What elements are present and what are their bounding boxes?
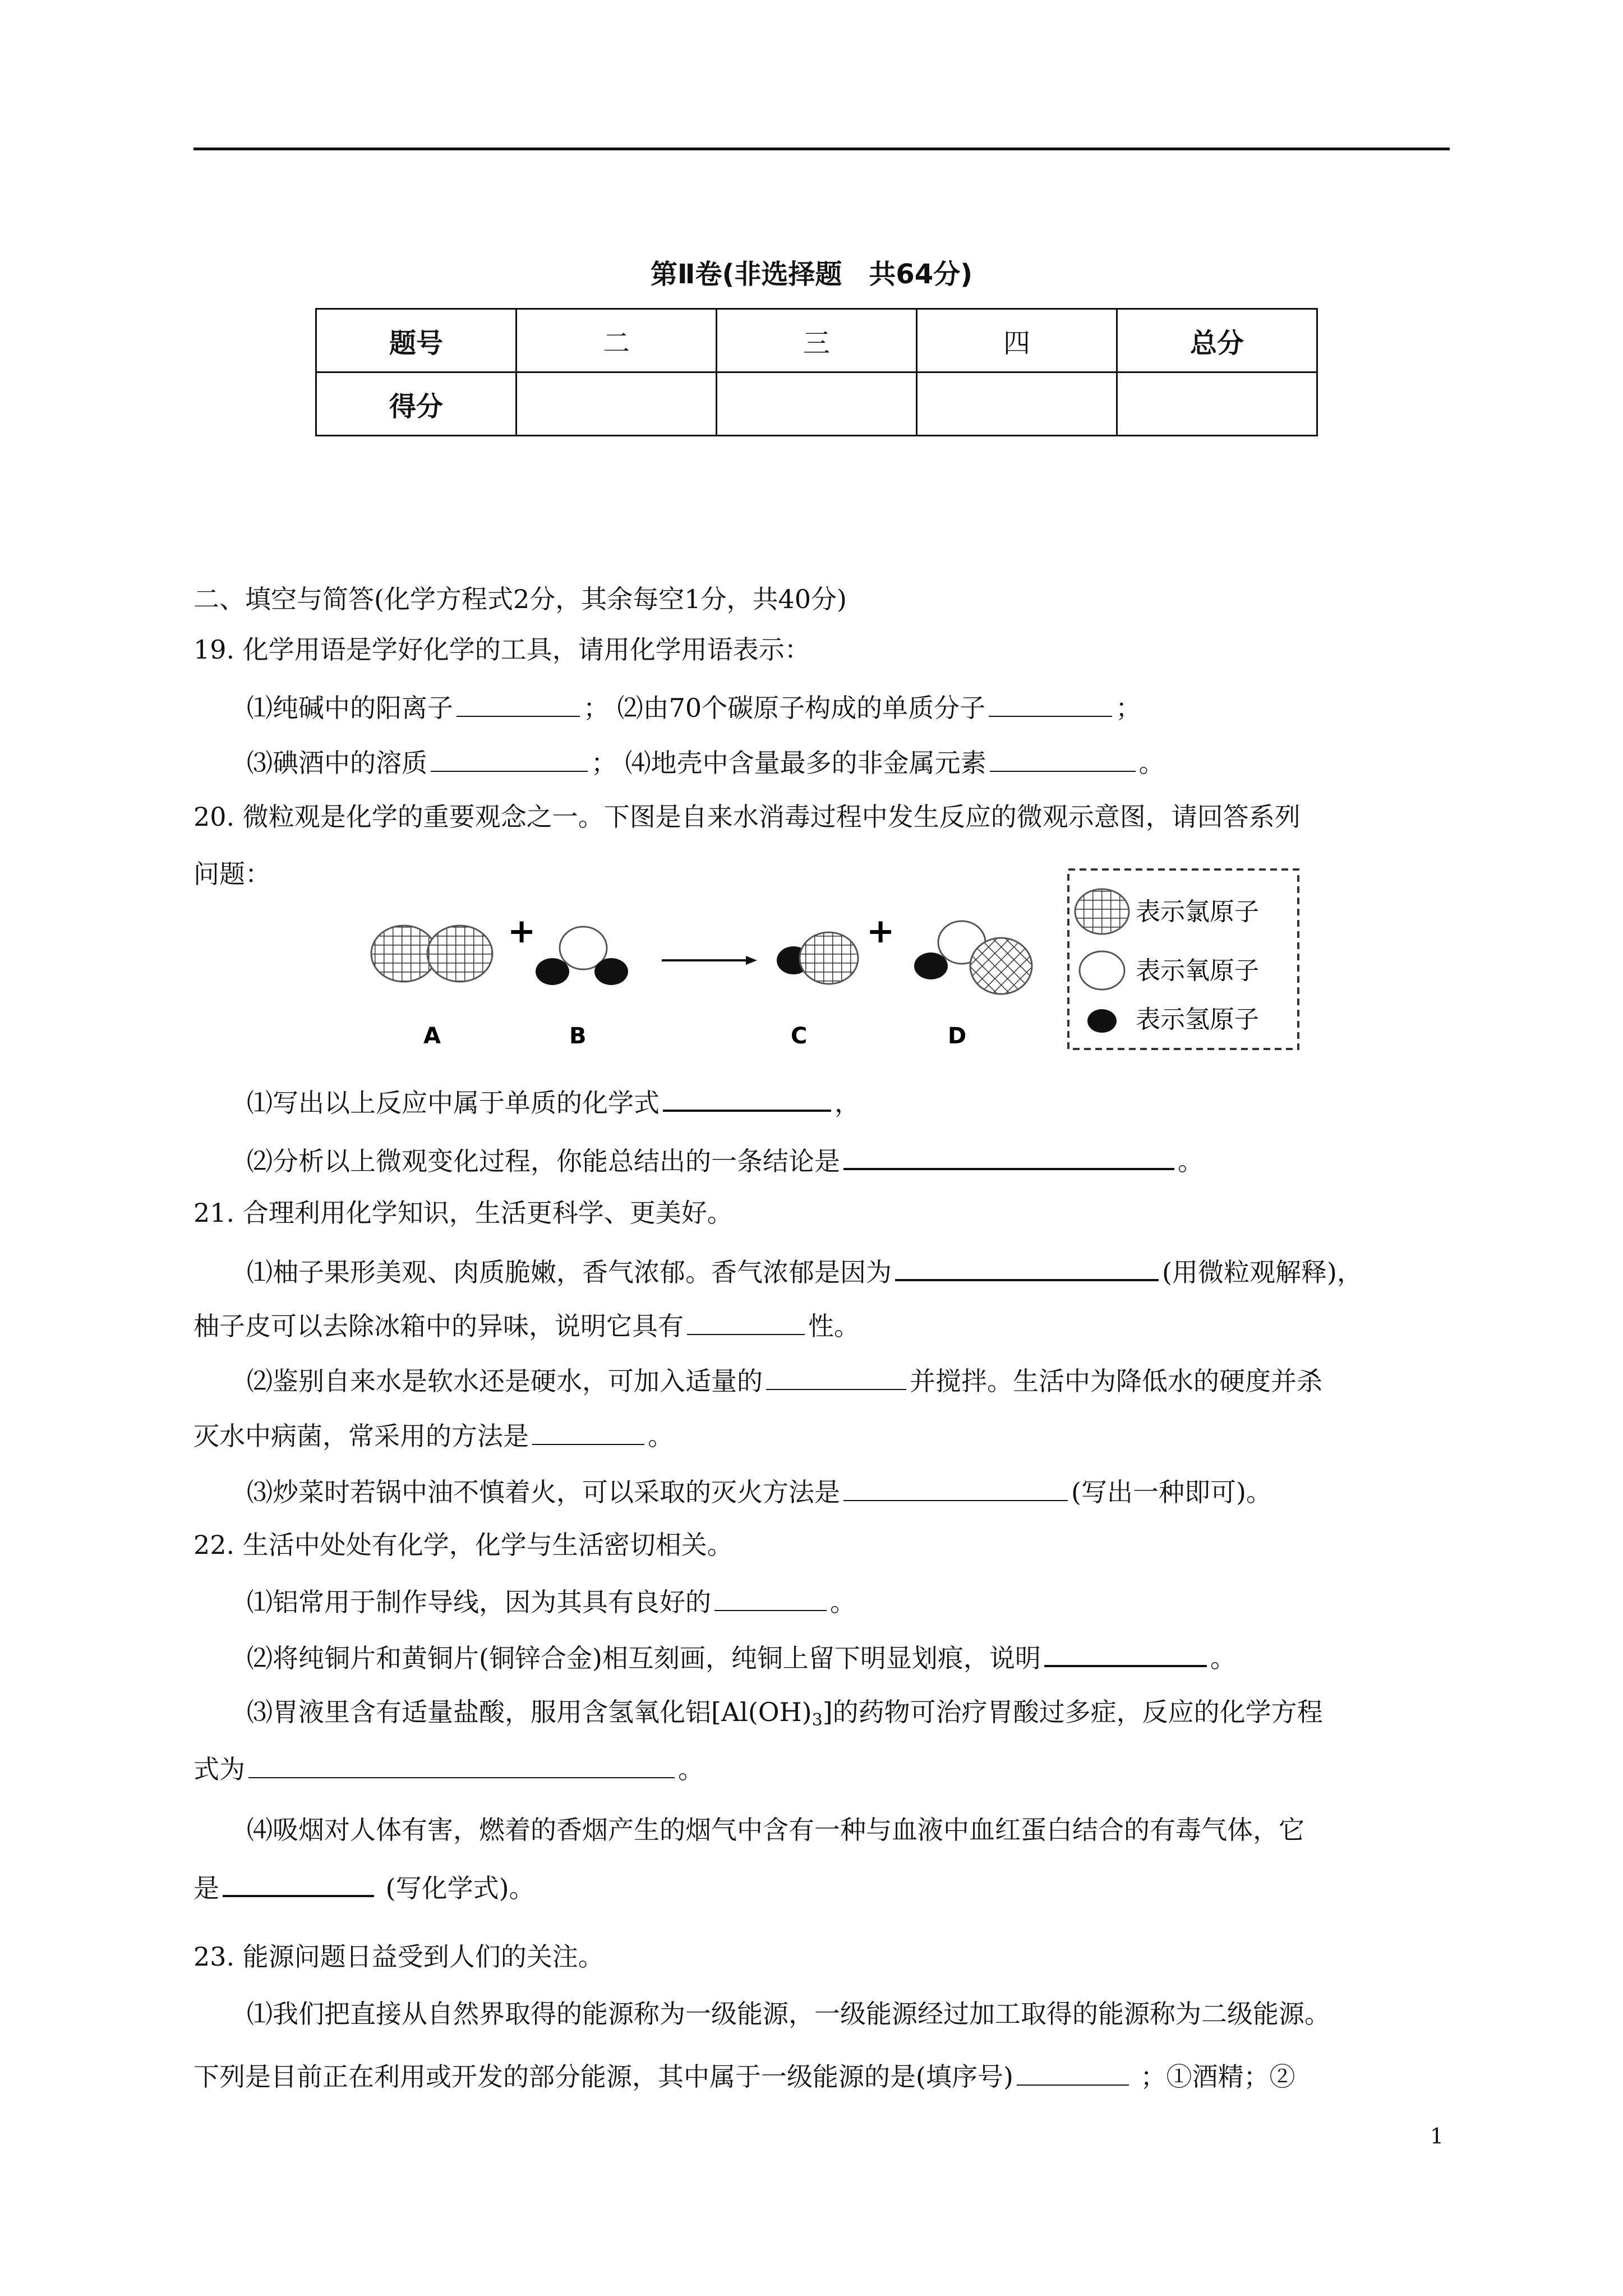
q20-line2-end: 。 (1178, 1146, 1204, 1176)
q21-line5 (247, 1473, 1272, 1509)
q20-part2-text: ⑵分析以上微观变化过程，你能总结出的一条结论是 (247, 1146, 840, 1176)
q20-stem-2: 问题： (193, 859, 271, 889)
q22-part3-text-b: ]的药物可治疗胃酸过多症，反应的化学方程 (822, 1697, 1323, 1727)
page-number: 1 (1430, 2124, 1444, 2148)
q21-blank-5[interactable] (843, 1473, 1068, 1501)
q22-line2 (247, 1638, 1236, 1675)
legend-hydrogen: 表示氢原子 (1136, 1005, 1259, 1034)
score-header-cell: 总分 (1117, 309, 1317, 372)
q22-line1 (247, 1583, 856, 1619)
q20-part1-text: ⑴写出以上反应中属于单质的化学式 (247, 1088, 660, 1118)
q22-part4-note: (写化学式)。 (377, 1873, 535, 1903)
header-rule (193, 148, 1450, 150)
q22-part1-text: ⑴铝常用于制作导线，因为其具有良好的 (247, 1587, 711, 1617)
legend-box (1068, 869, 1298, 1049)
q22-line4-end: 。 (678, 1754, 704, 1784)
q22-line3 (247, 1695, 1323, 1737)
reaction-diagram (348, 864, 1301, 1060)
q19-line1-end: ； (1115, 693, 1142, 723)
q19-part3-text: ⑶碘酒中的溶质 (247, 748, 427, 778)
q21-line3 (247, 1362, 1322, 1398)
q21-line2 (193, 1307, 860, 1343)
q21-blank-1[interactable] (895, 1252, 1159, 1281)
q22-blank-4[interactable] (223, 1868, 374, 1897)
q23-stem: 23. 能源问题日益受到人们的关注。 (193, 1941, 604, 1972)
q19-line2 (247, 744, 1165, 780)
q22-line6 (193, 1868, 535, 1905)
q19-blank-4[interactable] (990, 744, 1136, 772)
q21-line1 (247, 1252, 1363, 1289)
score-table (315, 308, 1318, 436)
q19-blank-3[interactable] (431, 744, 588, 772)
q19-part4-text: ； ⑷地壳中含量最多的非金属元素 (591, 748, 986, 778)
section-title: 第Ⅱ卷(非选择题 共64分) (650, 259, 973, 290)
q19-part2-text: ； ⑵由70个碳原子构成的单质分子 (583, 693, 986, 723)
plus-sign: + (866, 912, 895, 951)
q22-line4 (193, 1750, 704, 1786)
label-c: C (791, 1023, 808, 1049)
q23-line2 (193, 2058, 1295, 2093)
score-header-cell: 二 (517, 309, 717, 372)
label-a: A (423, 1023, 441, 1049)
q21-stem: 21. 合理利用化学知识，生活更科学、更美好。 (193, 1198, 733, 1228)
molecule-a (371, 926, 492, 982)
q21-part1-text-b: 柚子皮可以去除冰箱中的异味，说明它具有 (193, 1311, 684, 1341)
plus-sign: + (508, 912, 536, 951)
q19-blank-2[interactable] (989, 689, 1112, 717)
q23-blank-1[interactable] (1017, 2058, 1129, 2086)
q21-line2-end: 性。 (808, 1311, 860, 1341)
score-header-cell: 四 (917, 309, 1117, 372)
q21-part2-text-b: 并搅拌。生活中为降低水的硬度并杀 (910, 1366, 1322, 1396)
score-cell[interactable] (717, 372, 917, 436)
molecule-c (777, 932, 858, 984)
q22-line2-end: 。 (1210, 1643, 1236, 1673)
q22-stem: 22. 生活中处处有化学，化学与生活密切相关。 (193, 1530, 733, 1560)
q22-part3-text-c: 式为 (193, 1754, 245, 1784)
q21-blank-2[interactable] (687, 1307, 805, 1335)
q22-blank-2[interactable] (1044, 1638, 1207, 1667)
legend-chlorine: 表示氯原子 (1136, 898, 1259, 926)
score-cell[interactable] (1117, 372, 1317, 436)
score-row-label: 得分 (316, 372, 517, 436)
molecule-b (536, 927, 628, 985)
q22-subscript: 3 (811, 1710, 823, 1730)
q22-line5: ⑷吸烟对人体有害，燃着的香烟产生的烟气中含有一种与血液中血红蛋白结合的有毒气体，它 (247, 1815, 1304, 1845)
q22-part4-text-b: 是 (193, 1873, 219, 1903)
q23-line1: ⑴我们把直接从自然界取得的能源称为一级能源，一级能源经过加工取得的能源称为二级能源。 (247, 1999, 1330, 2029)
label-d: D (948, 1023, 967, 1049)
q20-blank-2[interactable] (843, 1141, 1174, 1170)
q21-line4-end: 。 (648, 1421, 674, 1451)
q21-part3-text: ⑶炒菜时若锅中油不慎着火，可以采取的灭火方法是 (247, 1477, 840, 1507)
q22-part3-text: ⑶胃液里含有适量盐酸，服用含氢氧化铝[Al(OH) (247, 1697, 812, 1727)
q23-line2-end: ；①酒精；② (1132, 2062, 1295, 2092)
q20-blank-1[interactable] (663, 1083, 831, 1112)
label-b: B (569, 1023, 587, 1049)
q23-part1-text: 下列是目前正在利用或开发的部分能源，其中属于一级能源的是(填序号) (193, 2062, 1013, 2092)
q21-part2-text-c: 灭水中病菌，常采用的方法是 (193, 1421, 529, 1451)
q21-blank-3[interactable] (766, 1362, 906, 1390)
q21-part2-text: ⑵鉴别自来水是软水还是硬水，可加入适量的 (247, 1366, 763, 1396)
q21-part1-text: ⑴柚子果形美观、肉质脆嫩，香气浓郁。香气浓郁是因为 (247, 1257, 892, 1287)
score-cell[interactable] (917, 372, 1117, 436)
q20-line1-end: ， (834, 1088, 860, 1118)
q21-part1-note: (用微粒观解释)， (1162, 1257, 1363, 1287)
q22-blank-1[interactable] (714, 1583, 827, 1611)
q19-line1 (247, 689, 1141, 725)
q19-blank-1[interactable] (457, 689, 580, 717)
q20-line1 (247, 1083, 860, 1120)
score-table-header-row (316, 309, 1317, 372)
q22-part2-text: ⑵将纯铜片和黄铜片(铜锌合金)相互刻画，纯铜上留下明显划痕，说明 (247, 1643, 1041, 1673)
q20-stem-1: 20. 微粒观是化学的重要观念之一。下图是自来水消毒过程中发生反应的微观示意图，请回答系列 (193, 802, 1301, 832)
molecule-d (914, 921, 1032, 994)
score-header-cell: 三 (717, 309, 917, 372)
part2-heading: 二、填空与简答(化学方程式2分，其余每空1分，共40分) (193, 584, 847, 614)
q21-part3-note: (写出一种即可)。 (1071, 1477, 1272, 1507)
q19-part1-text: ⑴纯碱中的阳离子 (247, 693, 453, 723)
legend-oxygen: 表示氧原子 (1136, 956, 1259, 985)
q22-line1-end: 。 (830, 1587, 856, 1617)
score-header-cell: 题号 (316, 309, 517, 372)
q20-line2 (247, 1141, 1204, 1178)
q19-line2-end: 。 (1138, 748, 1165, 778)
q21-line4 (193, 1417, 674, 1453)
q19-stem: 19. 化学用语是学好化学的工具，请用化学用语表示： (193, 634, 810, 665)
score-table-score-row (316, 372, 1317, 436)
reaction-arrow (662, 956, 757, 965)
score-cell[interactable] (517, 372, 717, 436)
q21-blank-4[interactable] (532, 1417, 644, 1445)
q22-blank-3[interactable] (248, 1750, 675, 1778)
